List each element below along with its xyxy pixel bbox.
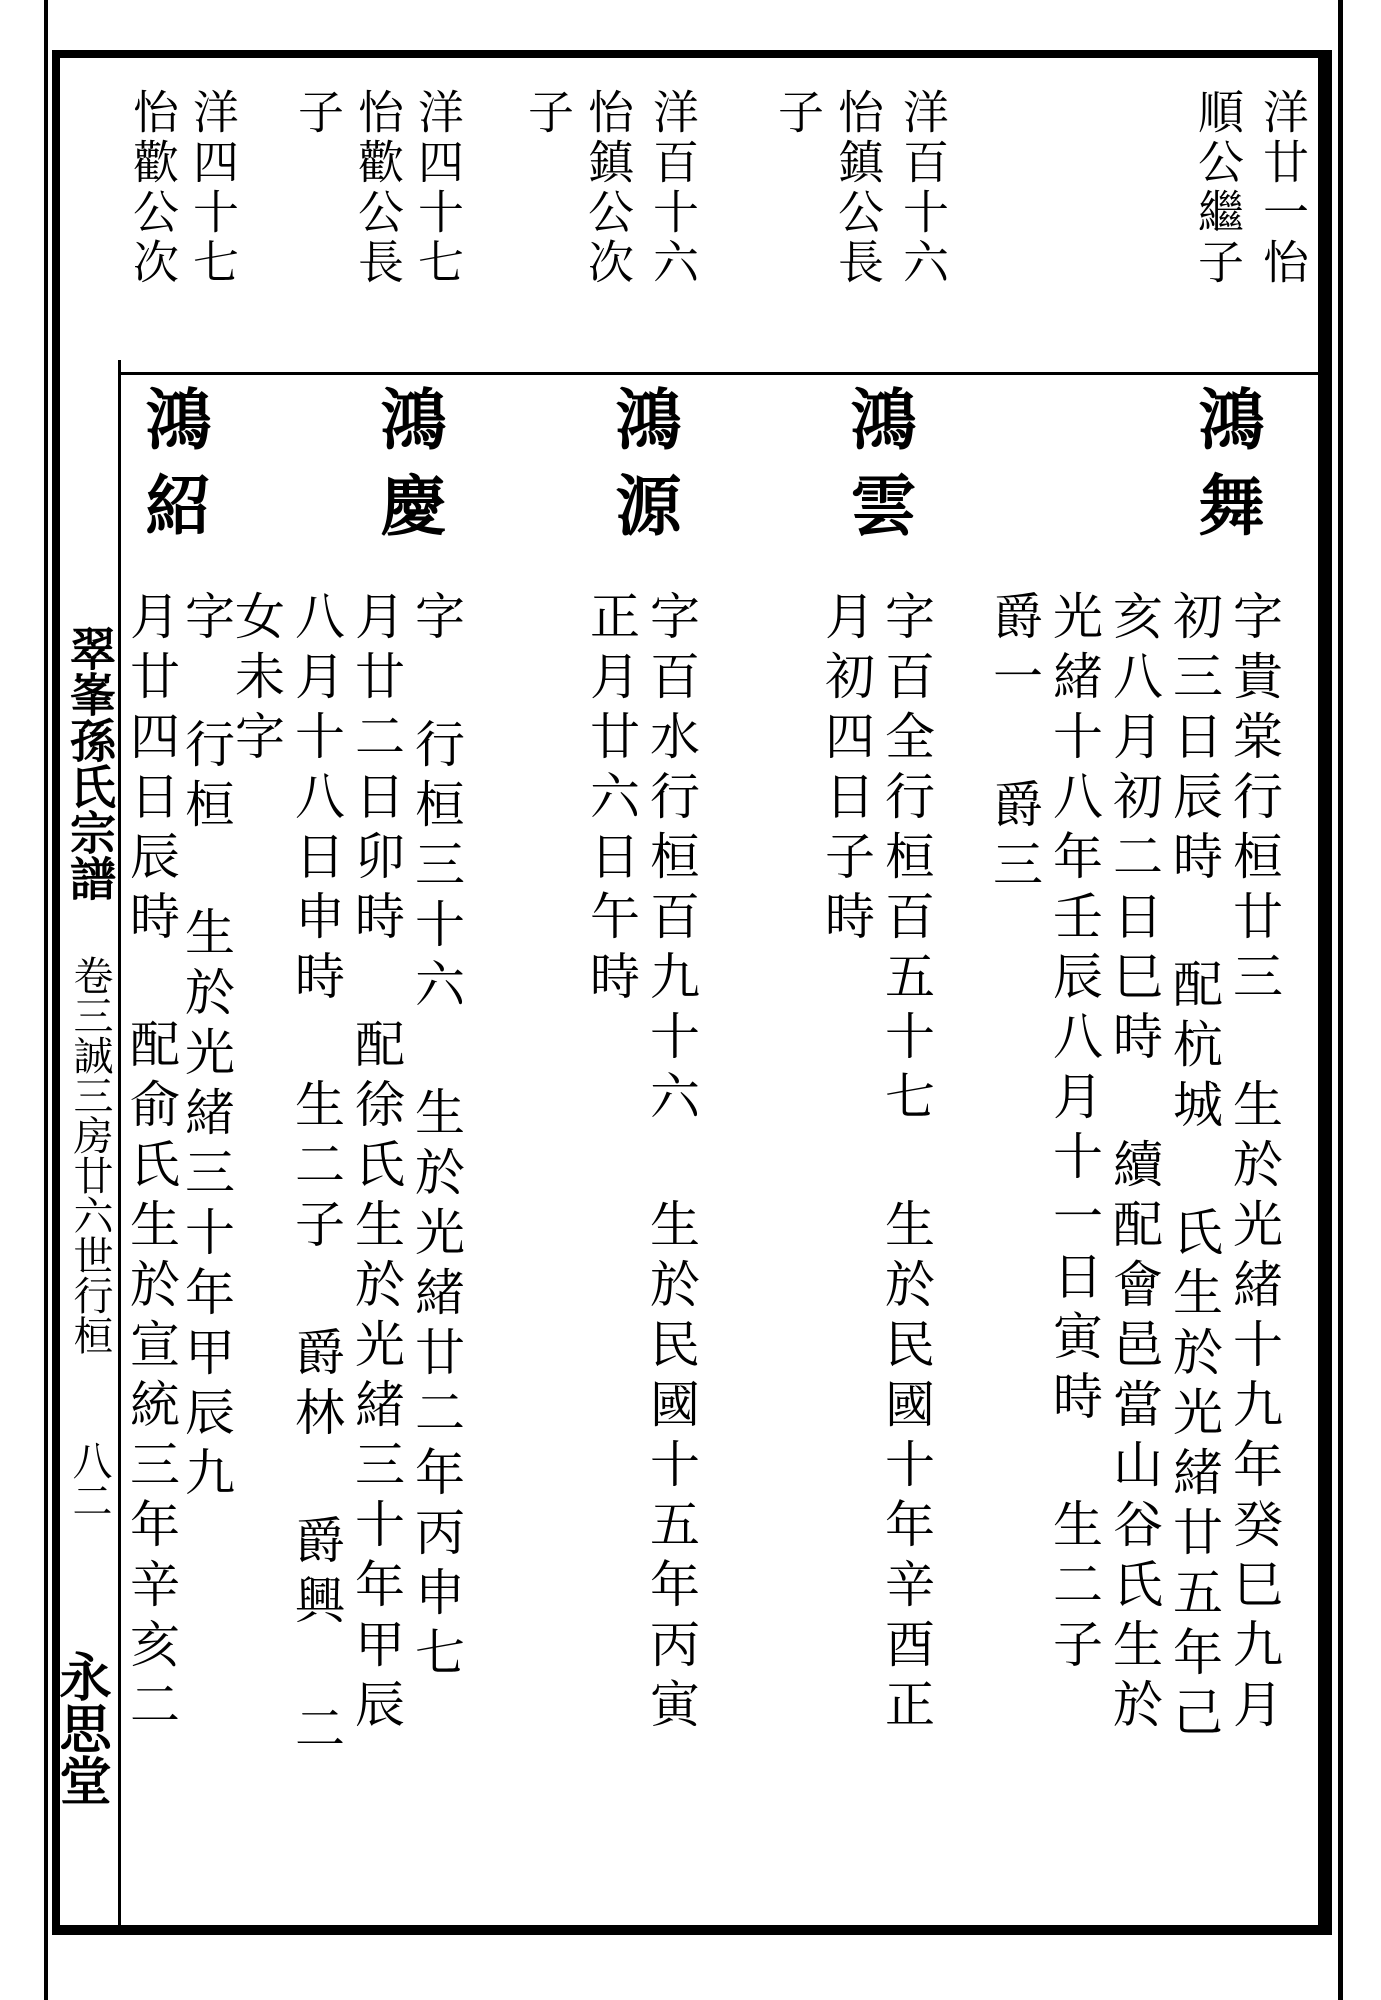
entry-line: 爵一 爵三	[985, 590, 1043, 898]
top-col-12: 洋四十七	[186, 88, 240, 288]
margin-divider	[118, 360, 121, 1925]
entry-name-3: 鴻源	[604, 385, 682, 557]
entry-line: 亥八月初二日巳時 續配會邑當山谷氏生於	[1105, 590, 1163, 1738]
frame-top-border	[52, 50, 1332, 58]
entry-line: 月廿二日卯時 配徐氏生於光緒三十年甲辰	[347, 590, 405, 1738]
entry-line: 八月十八日申時 生二子 爵林 爵興 二	[287, 590, 345, 1762]
entry-name-4: 鴻慶	[369, 385, 447, 557]
entry-line: 月廿四日辰時 配俞氏生於宣統三年辛亥二	[122, 590, 180, 1738]
tier-divider	[118, 372, 1318, 375]
top-col-4: 怡鎮公長	[831, 88, 885, 288]
entry-line: 初三日辰時 配杭城 氏生於光緒廿五年己	[1165, 590, 1223, 1746]
entry-line: 字貴棠行桓廿三 生於光緒十九年癸巳九月	[1225, 590, 1283, 1738]
top-col-6: 洋百十六	[646, 88, 700, 288]
entry-name-5: 鴻紹	[134, 385, 212, 557]
top-col-3: 洋百十六	[896, 88, 950, 288]
top-col-7: 怡鎮公次	[581, 88, 635, 288]
entry-name-1: 鴻舞	[1187, 385, 1265, 557]
top-col-13: 怡歡公次	[126, 88, 180, 288]
entry-line: 光緒十八年壬辰八月十一日寅時 生二子	[1045, 590, 1103, 1678]
page-edge-line	[1338, 0, 1343, 2000]
top-col-2: 順公繼子	[1191, 88, 1245, 288]
entry-line: 字 行桓 生於光緒三十年甲辰九	[177, 590, 235, 1506]
top-col-8: 子	[521, 88, 575, 138]
entry-line: 字 行桓三十六 生於光緒廿二年丙申七	[407, 590, 465, 1686]
top-col-11: 子	[291, 88, 345, 138]
hall-name: 永思堂	[50, 1650, 111, 1806]
entry-line: 女未字	[227, 590, 285, 770]
entry-line: 月初四日子時	[817, 590, 875, 950]
frame-right-border	[1318, 50, 1332, 1935]
page-number: 八二	[66, 1440, 112, 1520]
top-col-9: 洋四十七	[411, 88, 465, 288]
top-col-1: 洋廿一怡	[1256, 88, 1310, 288]
entry-line: 字百全行桓百五十七 生於民國十年辛酉正	[877, 590, 935, 1738]
entry-line: 正月廿六日午時	[582, 590, 640, 1010]
entry-name-2: 鴻雲	[839, 385, 917, 557]
volume-info: 卷三誠三房廿六世行桓	[67, 955, 113, 1355]
margin-band	[50, 60, 118, 1920]
top-col-5: 子	[771, 88, 825, 138]
book-title: 翠峯孫氏宗譜	[63, 625, 117, 901]
entry-line: 字百水行桓百九十六 生於民國十五年丙寅	[642, 590, 700, 1738]
top-col-10: 怡歡公長	[351, 88, 405, 288]
frame-bottom-border	[52, 1925, 1332, 1935]
